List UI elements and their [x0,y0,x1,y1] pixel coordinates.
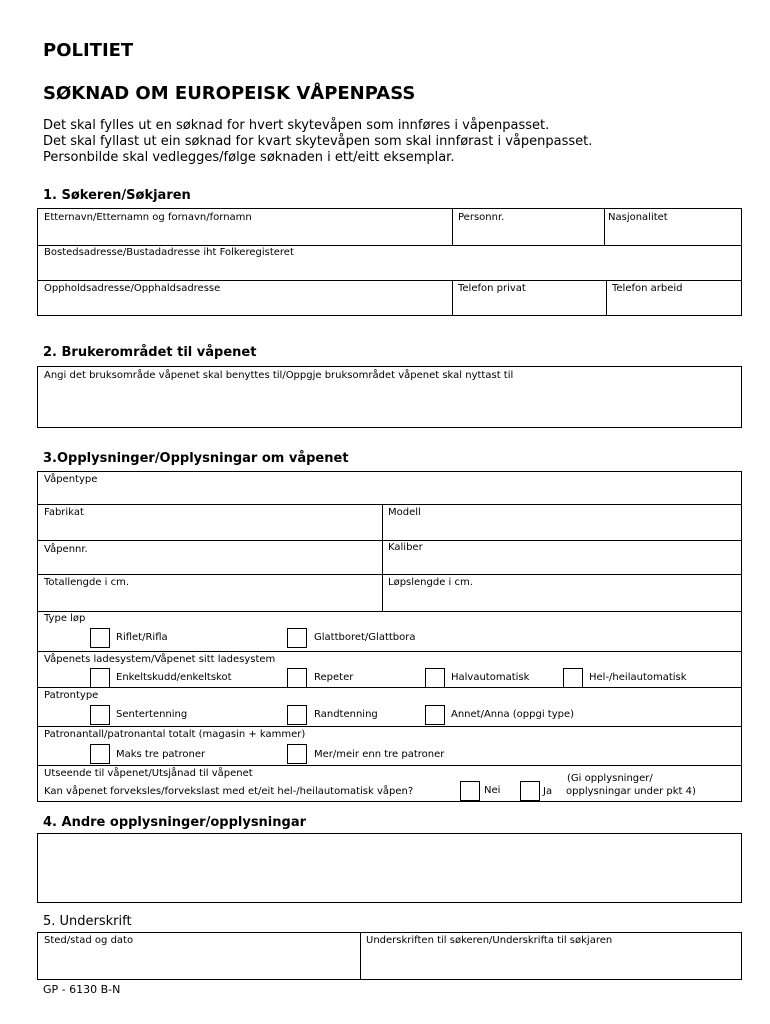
section-5-title: 5. Underskrift [43,914,132,929]
divider [37,245,742,246]
centerfire-checkbox[interactable] [90,705,110,725]
divider [37,504,742,505]
rimfire-checkbox[interactable] [287,705,307,725]
weapon-type-label: Våpentype [44,474,98,485]
form-title: SØKNAD OM EUROPEISK VÅPENPASS [43,83,416,104]
divider [37,726,742,727]
divider [606,280,607,316]
other-cartridge-option-label: Annet/Anna (oppgi type) [451,709,575,720]
more-than-three-option-label: Mer/meir enn tre patroner [314,749,445,760]
divider [452,208,453,245]
rimfire-option-label: Randtenning [314,709,378,720]
phone-private-label: Telefon privat [458,283,526,294]
usage-field[interactable] [40,385,738,425]
yes-note-line-2: opplysningar under pkt 4) [566,786,696,797]
no-checkbox[interactable] [460,781,480,801]
nationality-label: Nasjonalitet [608,212,668,223]
barrel-length-field[interactable] [385,592,739,609]
section-1-title: 1. Søkeren/Søkjaren [43,188,191,203]
signature-field[interactable] [363,952,739,977]
total-length-field[interactable] [40,592,380,609]
agency-name: POLITIET [43,40,134,61]
intro-line-1: Det skal fylles ut en søknad for hvert skytevåpen som innføres i våpenpasset. [43,118,550,133]
appearance-label: Utseende til våpenet/Utsjånad til våpenet [44,768,253,779]
semi-auto-option-label: Halvautomatisk [451,672,530,683]
caliber-field[interactable] [385,557,739,573]
usage-label: Angi det bruksområde våpenet skal benyttes til/Oppgje bruksområdet våpenet skal nyttast til [44,370,514,381]
max-three-option-label: Maks tre patroner [116,749,206,760]
signature-label: Underskriften til søkeren/Underskrifta til søkjaren [366,935,613,946]
section-4-title: 4. Andre opplysninger/opplysningar [43,815,307,830]
divider [37,687,742,688]
weapon-no-field[interactable] [40,557,380,573]
divider [382,504,383,611]
capacity-label: Patronantall/patronantal totalt (magasin + kammer) [44,729,306,740]
phone-work-label: Telefon arbeid [612,283,683,294]
make-label: Fabrikat [44,507,84,518]
address-label: Bostedsadresse/Bustadadresse iht Folkeregisteret [44,247,294,258]
model-label: Modell [388,507,421,518]
divider [604,208,605,245]
repeater-checkbox[interactable] [287,668,307,688]
caliber-label: Kaliber [388,542,423,553]
name-field[interactable] [40,226,450,243]
stay-address-label: Oppholdsadresse/Opphaldsadresse [44,283,221,294]
intro-line-3: Personbilde skal vedlegges/følge søknaden i ett/eitt eksemplar. [43,150,455,165]
centerfire-option-label: Sentertenning [116,709,188,720]
smoothbore-checkbox[interactable] [287,628,307,648]
yes-note-line-1: (Gi opplysninger/ [567,773,653,784]
cartridge-type-label: Patrontype [44,690,99,701]
yes-checkbox[interactable] [520,781,540,801]
model-field[interactable] [385,521,739,538]
section-3-title: 3.Opplysninger/Opplysningar om våpenet [43,451,349,466]
rifled-option-label: Riflet/Rifla [116,632,168,643]
address-field[interactable] [40,261,738,278]
yes-option-label: Ja [543,786,553,797]
barrel-length-label: Løpslengde i cm. [388,577,473,588]
phone-private-field[interactable] [455,297,604,314]
divider [37,280,742,281]
phone-work-field[interactable] [609,297,739,314]
smoothbore-option-label: Glattboret/Glattbora [314,632,416,643]
more-than-three-checkbox[interactable] [287,744,307,764]
divider [37,574,742,575]
place-date-field[interactable] [40,952,358,977]
total-length-label: Totallengde i cm. [44,577,130,588]
rifled-checkbox[interactable] [90,628,110,648]
other-info-field[interactable] [40,836,738,900]
repeater-option-label: Repeter [314,672,354,683]
full-auto-checkbox[interactable] [563,668,583,688]
divider [37,651,742,652]
form-code: GP - 6130 B-N [43,983,121,996]
place-date-label: Sted/stad og dato [44,935,134,946]
personnr-label: Personnr. [458,212,505,223]
barrel-type-label: Type løp [44,613,86,624]
section-2-title: 2. Brukerområdet til våpenet [43,345,257,360]
divider [37,765,742,766]
divider [360,932,361,980]
other-cartridge-checkbox[interactable] [425,705,445,725]
stay-address-field[interactable] [40,297,450,314]
single-shot-option-label: Enkeltskudd/enkeltskot [116,672,232,683]
confusion-question: Kan våpenet forveksles/forvekslast med et/eit hel-/heilautomatisk våpen? [44,786,414,797]
weapon-type-field[interactable] [40,487,738,503]
divider [37,611,742,612]
semi-auto-checkbox[interactable] [425,668,445,688]
single-shot-checkbox[interactable] [90,668,110,688]
nationality-field[interactable] [607,226,739,243]
weapon-no-label: Våpennr. [44,544,88,555]
loading-system-label: Våpenets ladesystem/Våpenet sitt ladesystem [44,654,276,665]
make-field[interactable] [40,521,380,538]
personnr-field[interactable] [455,226,602,243]
no-option-label: Nei [484,785,501,796]
max-three-checkbox[interactable] [90,744,110,764]
full-auto-option-label: Hel-/heilautomatisk [589,672,687,683]
name-label: Etternavn/Etternamn og fornavn/fornamn [44,212,252,223]
intro-line-2: Det skal fyllast ut ein søknad for kvart skytevåpen som skal innførast i våpenpasset. [43,134,593,149]
divider [452,280,453,316]
divider [37,540,742,541]
